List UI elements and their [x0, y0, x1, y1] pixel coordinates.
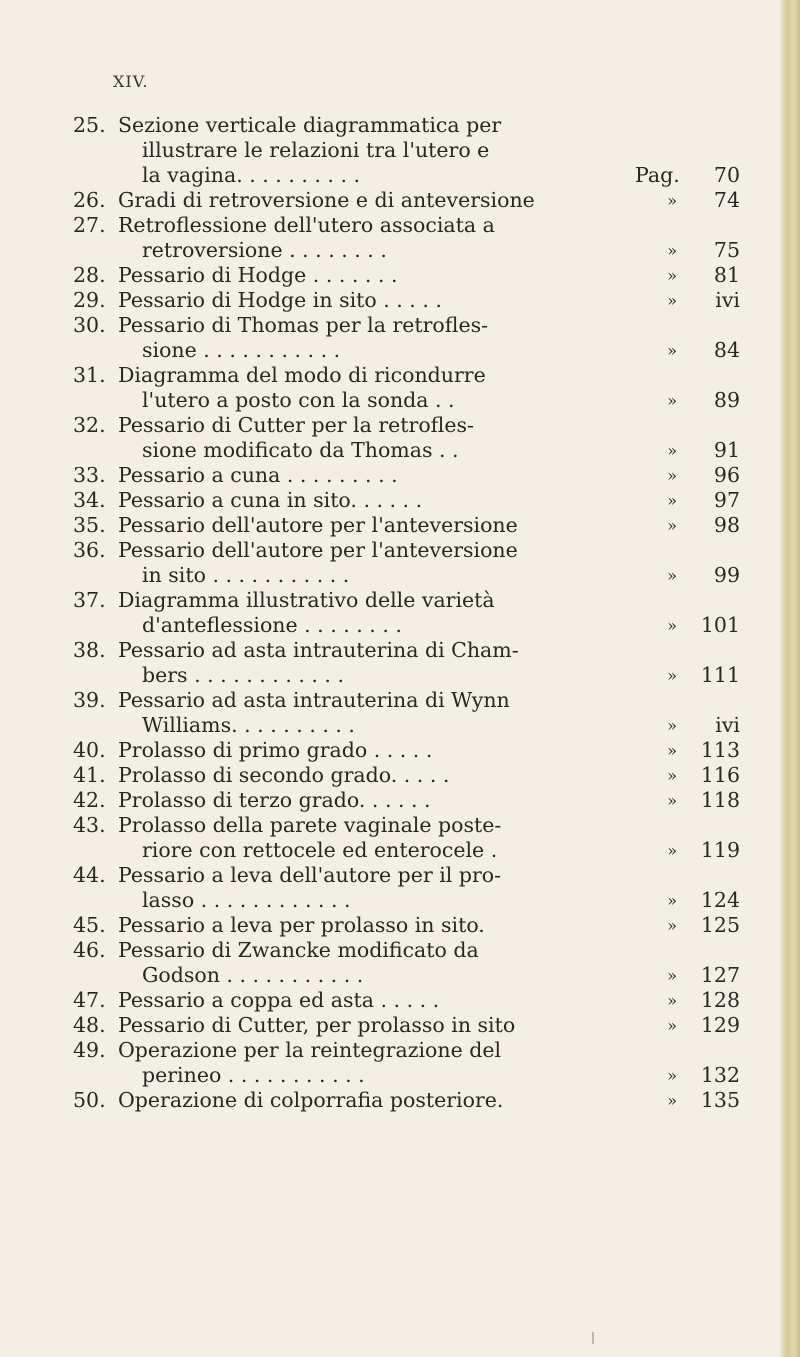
- entry-number: 27.: [73, 213, 106, 237]
- page-reference: 132: [700, 1063, 740, 1087]
- entry-number: 41.: [73, 763, 106, 787]
- entry-line: [0, 1038, 780, 1063]
- entry-line: [0, 688, 780, 713]
- entry-title-text: Pessario di Zwancke modificato da: [118, 938, 479, 962]
- entry-number: 40.: [73, 738, 106, 762]
- entry-number: 34.: [73, 488, 106, 512]
- page-reference: 124: [700, 888, 740, 912]
- page-prefix: »: [667, 841, 677, 860]
- page-reference: 99: [713, 563, 740, 587]
- entry-title-text: in sito . . . . . . . . . . .: [142, 563, 350, 587]
- entry-number: 45.: [73, 913, 106, 937]
- entry-title-text: Godson . . . . . . . . . . .: [142, 963, 364, 987]
- index-entry: [0, 1013, 780, 1038]
- index-entry: [0, 988, 780, 1013]
- index-entry: [0, 363, 780, 413]
- entry-title-text: Pessario di Cutter per la retrofles-: [118, 413, 474, 437]
- page-prefix: »: [667, 266, 677, 285]
- entry-line: [0, 538, 780, 563]
- index-entry: [0, 763, 780, 788]
- page-reference: 89: [713, 388, 740, 412]
- entry-number: 31.: [73, 363, 106, 387]
- entry-line: [0, 638, 780, 663]
- entry-line: [0, 1063, 780, 1088]
- page-reference: 98: [713, 513, 740, 537]
- entry-line: [0, 313, 780, 338]
- page-reference: 96: [713, 463, 740, 487]
- index-entry: [0, 638, 780, 688]
- entry-line: [0, 563, 780, 588]
- page-reference: 125: [700, 913, 740, 937]
- entry-number: 32.: [73, 413, 106, 437]
- page-reference: ivi: [715, 713, 740, 737]
- page-prefix: »: [667, 391, 677, 410]
- entry-line: [0, 788, 780, 813]
- entry-title-text: Diagramma illustrativo delle varietà: [118, 588, 495, 612]
- index-entry: [0, 263, 780, 288]
- page-reference: 111: [700, 663, 740, 687]
- page-prefix: »: [667, 441, 677, 460]
- entry-line: [0, 738, 780, 763]
- entry-number: 39.: [73, 688, 106, 712]
- page-reference: 119: [700, 838, 740, 862]
- page-reference: 70: [713, 163, 740, 187]
- entry-line: [0, 863, 780, 888]
- entry-title-text: Pessario a cuna in sito. . . . . .: [118, 488, 423, 512]
- index-entry: [0, 863, 780, 913]
- entry-line: [0, 413, 780, 438]
- entry-line: [0, 338, 780, 363]
- entry-title-text: illustrare le relazioni tra l'utero e: [142, 138, 490, 162]
- entry-title-text: sione . . . . . . . . . . .: [142, 338, 341, 362]
- entry-line: [0, 1088, 780, 1113]
- index-entry: [0, 913, 780, 938]
- index-entry: [0, 938, 780, 988]
- page-reference: 118: [700, 788, 740, 812]
- entry-title-text: Williams. . . . . . . . . .: [142, 713, 355, 737]
- index-entry: [0, 813, 780, 863]
- entry-line: [0, 888, 780, 913]
- page-reference: 91: [713, 438, 740, 462]
- page-reference: 97: [713, 488, 740, 512]
- entry-number: 37.: [73, 588, 106, 612]
- page-prefix: Pag.: [635, 163, 680, 187]
- entry-number: 28.: [73, 263, 106, 287]
- page-prefix: »: [667, 966, 677, 985]
- entry-title-text: Pessario di Hodge . . . . . . .: [118, 263, 398, 287]
- index-entry: [0, 288, 780, 313]
- index-entry: [0, 463, 780, 488]
- entry-title-text: lasso . . . . . . . . . . . .: [142, 888, 351, 912]
- page-prefix: »: [667, 241, 677, 260]
- entry-line: [0, 188, 780, 213]
- index-entry: [0, 688, 780, 738]
- entry-line: [0, 713, 780, 738]
- entry-title-text: Operazione per la reintegrazione del: [118, 1038, 502, 1062]
- page-reference: 74: [713, 188, 740, 212]
- entry-line: [0, 613, 780, 638]
- entry-title-text: Prolasso della parete vaginale poste-: [118, 813, 502, 837]
- entry-line: [0, 238, 780, 263]
- entry-title-text: Operazione di colporrafia posteriore.: [118, 1088, 504, 1112]
- page-reference: 84: [713, 338, 740, 362]
- entry-title-text: Sezione verticale diagrammatica per: [118, 113, 502, 137]
- index-entry: [0, 413, 780, 463]
- page-reference: 128: [700, 988, 740, 1012]
- entry-number: 30.: [73, 313, 106, 337]
- entry-title-text: Pessario a coppa ed asta . . . . .: [118, 988, 440, 1012]
- page-reference: 101: [700, 613, 740, 637]
- page-edge: [780, 0, 800, 1357]
- page-prefix: »: [667, 791, 677, 810]
- index-entry: [0, 488, 780, 513]
- page-prefix: »: [667, 991, 677, 1010]
- index-entry: [0, 1088, 780, 1113]
- entry-line: [0, 288, 780, 313]
- entry-title-text: bers . . . . . . . . . . . .: [142, 663, 344, 687]
- entry-line: [0, 988, 780, 1013]
- page-reference: 75: [713, 238, 740, 262]
- page-prefix: »: [667, 916, 677, 935]
- entry-number: 25.: [73, 113, 106, 137]
- page-reference: ivi: [715, 288, 740, 312]
- entry-title-text: Prolasso di primo grado . . . . .: [118, 738, 433, 762]
- entry-line: [0, 763, 780, 788]
- entry-number: 49.: [73, 1038, 106, 1062]
- entry-line: [0, 113, 780, 138]
- entry-number: 46.: [73, 938, 106, 962]
- page-reference: 116: [700, 763, 740, 787]
- page-prefix: »: [667, 741, 677, 760]
- entry-title-text: perineo . . . . . . . . . . .: [142, 1063, 365, 1087]
- entry-number: 42.: [73, 788, 106, 812]
- page-prefix: »: [667, 491, 677, 510]
- page-prefix: »: [667, 466, 677, 485]
- entry-line: [0, 513, 780, 538]
- page-prefix: »: [667, 341, 677, 360]
- page-prefix: »: [667, 566, 677, 585]
- index-entry: [0, 188, 780, 213]
- page-reference: 81: [713, 263, 740, 287]
- entry-line: [0, 488, 780, 513]
- entry-line: [0, 938, 780, 963]
- page-reference: 113: [700, 738, 740, 762]
- page-prefix: »: [667, 891, 677, 910]
- entry-title-text: Pessario di Hodge in sito . . . . .: [118, 288, 442, 312]
- entry-number: 38.: [73, 638, 106, 662]
- page-prefix: »: [667, 1066, 677, 1085]
- page-reference: 135: [700, 1088, 740, 1112]
- page-prefix: »: [667, 666, 677, 685]
- entry-title-text: Pessario a leva per prolasso in sito.: [118, 913, 485, 937]
- entry-line: [0, 388, 780, 413]
- page-reference: 127: [700, 963, 740, 987]
- entry-title-text: Pessario a leva dell'autore per il pro-: [118, 863, 502, 887]
- page-prefix: »: [667, 616, 677, 635]
- page-number-header: XIV.: [113, 72, 149, 91]
- index-entry: [0, 788, 780, 813]
- index-entry: [0, 113, 780, 188]
- entry-number: 50.: [73, 1088, 106, 1112]
- entry-title-text: d'anteflessione . . . . . . . .: [142, 613, 402, 637]
- entry-line: [0, 1013, 780, 1038]
- entry-title-text: retroversione . . . . . . . .: [142, 238, 387, 262]
- page-prefix: »: [667, 766, 677, 785]
- entry-title-text: Diagramma del modo di ricondurre: [118, 363, 486, 387]
- entry-title-text: la vagina. . . . . . . . . .: [142, 163, 361, 187]
- index-entry: [0, 738, 780, 763]
- entry-number: 44.: [73, 863, 106, 887]
- entry-title-text: l'utero a posto con la sonda . .: [142, 388, 455, 412]
- page-prefix: »: [667, 1016, 677, 1035]
- entry-line: [0, 138, 780, 163]
- entry-title-text: Retroflessione dell'utero associata a: [118, 213, 495, 237]
- entry-title-text: riore con rettocele ed enterocele .: [142, 838, 498, 862]
- entry-title-text: Pessario ad asta intrauterina di Wynn: [118, 688, 510, 712]
- entry-line: [0, 263, 780, 288]
- print-blemish: [592, 1332, 594, 1344]
- entry-line: [0, 913, 780, 938]
- entry-title-text: Pessario di Cutter, per prolasso in sito: [118, 1013, 516, 1037]
- entry-number: 33.: [73, 463, 106, 487]
- index-entry: [0, 538, 780, 588]
- page-prefix: »: [667, 516, 677, 535]
- figure-index-list: [0, 113, 780, 1113]
- entry-line: [0, 463, 780, 488]
- entry-line: [0, 838, 780, 863]
- entry-line: [0, 363, 780, 388]
- entry-line: [0, 663, 780, 688]
- entry-title-text: sione modificato da Thomas . .: [142, 438, 459, 462]
- entry-title-text: Pessario a cuna . . . . . . . . .: [118, 463, 398, 487]
- entry-title-text: Pessario di Thomas per la retrofles-: [118, 313, 489, 337]
- page-prefix: »: [667, 716, 677, 735]
- entry-title-text: Prolasso di terzo grado. . . . . .: [118, 788, 431, 812]
- entry-line: [0, 213, 780, 238]
- entry-title-text: Pessario ad asta intrauterina di Cham-: [118, 638, 519, 662]
- page-reference: 129: [700, 1013, 740, 1037]
- index-entry: [0, 1038, 780, 1088]
- entry-title-text: Pessario dell'autore per l'anteversione: [118, 538, 518, 562]
- index-entry: [0, 213, 780, 263]
- entry-title-text: Prolasso di secondo grado. . . . .: [118, 763, 450, 787]
- entry-number: 43.: [73, 813, 106, 837]
- entry-number: 26.: [73, 188, 106, 212]
- index-entry: [0, 588, 780, 638]
- page-prefix: »: [667, 191, 677, 210]
- entry-number: 47.: [73, 988, 106, 1012]
- entry-line: [0, 813, 780, 838]
- entry-line: [0, 438, 780, 463]
- entry-line: [0, 163, 780, 188]
- index-entry: [0, 513, 780, 538]
- entry-number: 29.: [73, 288, 106, 312]
- page-prefix: »: [667, 1091, 677, 1110]
- index-entry: [0, 313, 780, 363]
- entry-line: [0, 588, 780, 613]
- page-prefix: »: [667, 291, 677, 310]
- entry-number: 35.: [73, 513, 106, 537]
- entry-line: [0, 963, 780, 988]
- entry-title-text: Pessario dell'autore per l'anteversione: [118, 513, 518, 537]
- entry-number: 36.: [73, 538, 106, 562]
- entry-title-text: Gradi di retroversione e di anteversione: [118, 188, 535, 212]
- entry-number: 48.: [73, 1013, 106, 1037]
